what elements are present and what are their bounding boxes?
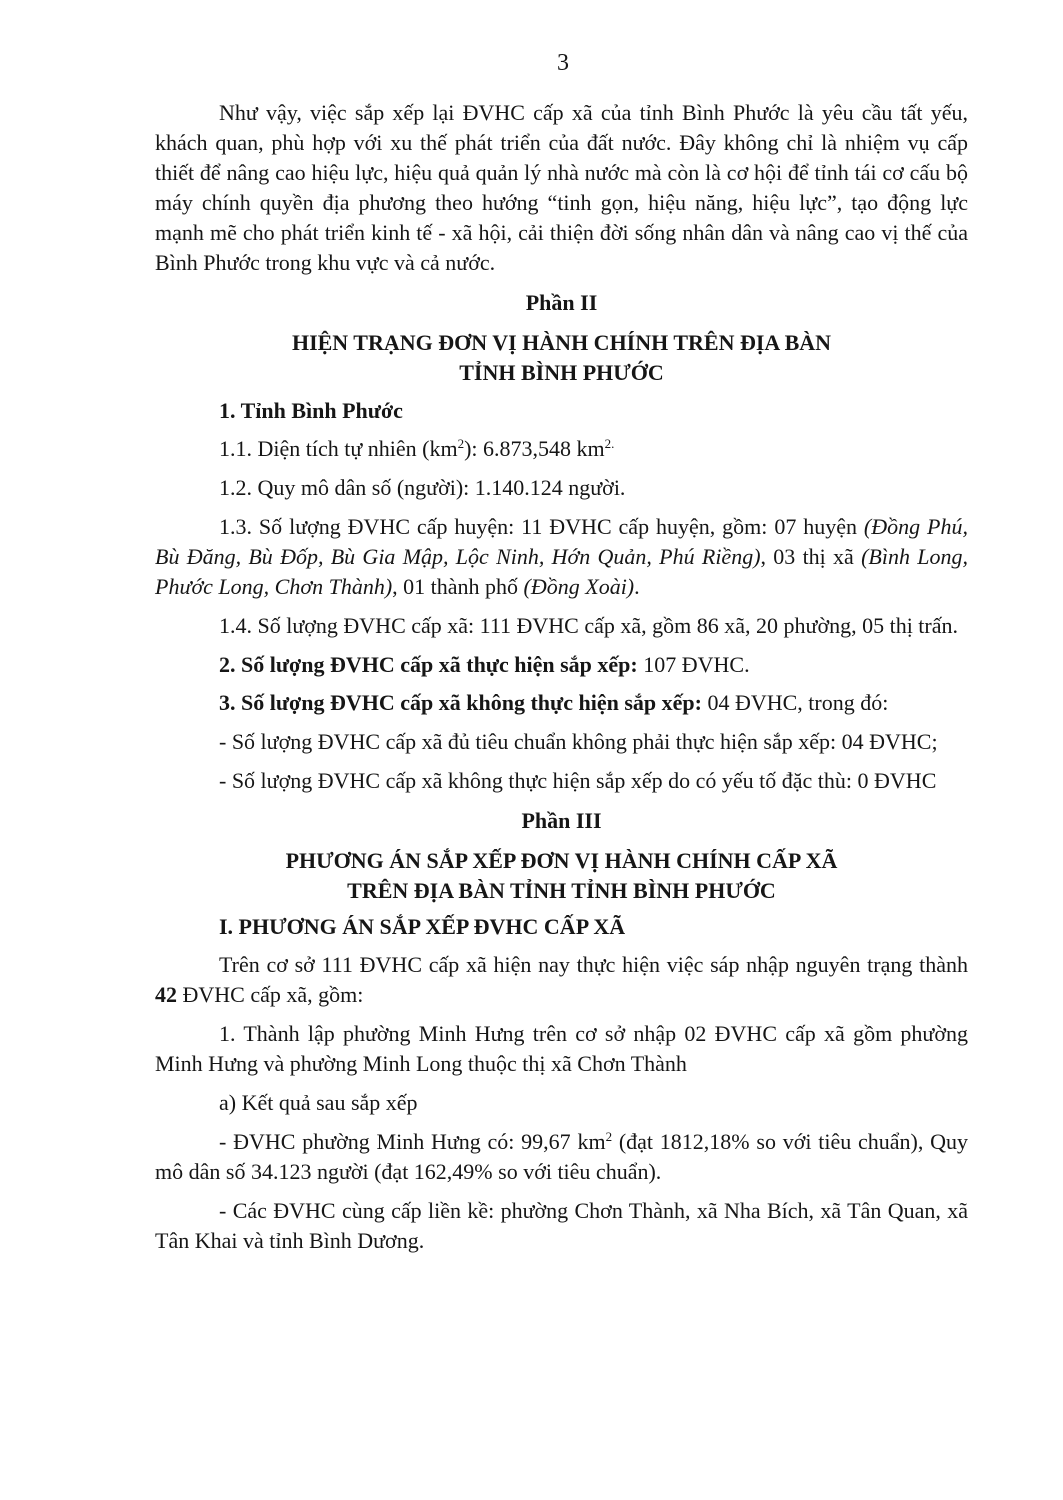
part3-para-3: a) Kết quả sau sắp xếp [219,1090,418,1115]
item-1-4: 1.4. Số lượng ĐVHC cấp xã: 111 ĐVHC cấp xã, gồm 86 xã, 20 phường, 05 thị trấn. [219,613,959,638]
item-1-3 [155,512,968,602]
part3-para-4-rest: (đạt 1812,18% so với tiêu chuẩn), Quy mô dân số 34.123 người (đạt 162,49% so với tiêu chuẩn). [155,1129,968,1184]
bullet-2: - Số lượng ĐVHC cấp xã không thực hiện sắp xếp do có yếu tố đặc thù: 0 ĐVHC [219,768,937,793]
item-1-1 [155,434,968,464]
section-3-line [155,688,968,718]
part3-para-1-end: ĐVHC cấp xã, gồm: [177,982,364,1007]
document-body [155,98,968,1256]
part3-title-line1: PHƯƠNG ÁN SẮP XẾP ĐƠN VỊ HÀNH CHÍNH CẤP XÃ [285,848,838,873]
section-1-heading-text: 1. Tỉnh Bình Phước [219,398,403,423]
part3-section-heading [155,912,968,942]
intro-paragraph: Như vậy, việc sắp xếp lại ĐVHC cấp xã của tỉnh Bình Phước là yêu cầu tất yếu, khách quan, phù hợp với xu thế phát triển của đất nước. Đây không chỉ là nhiệm vụ cấp thiết để nâng cao hiệu lực, hiệu quả quản lý nhà nước mà còn là cơ hội để tỉnh tái cơ cấu bộ máy chính quyền địa phương theo hướng “tinh gọn, hiệu năng, hiệu lực”, tạo động lực mạnh mẽ cho phát triển kinh tế - xã hội, cải thiện đời sống nhân dân và nâng cao vị thế của Bình Phước trong khu vực và cả nước. [155,100,968,275]
part3-para-1-count: 42 [155,982,177,1007]
item-1-2: 1.2. Quy mô dân số (người): 1.140.124 người. [219,475,626,500]
part3-para-4 [155,1127,968,1187]
section-1-heading [155,396,968,426]
part3-para-1 [155,950,968,1010]
item-1-3-districts: (Đồng Phú, Bù Đăng, Bù Đốp, Bù Gia Mập, Lộc Ninh, Hớn Quản, Phú Riềng) [155,514,968,569]
part3-para-4-sup: 2 [605,1129,613,1144]
item-1-1-text: 1.1. Diện tích tự nhiên (km [219,436,458,461]
item-1-1-sup: 2 [457,436,465,451]
part3-title-line2: TRÊN ĐỊA BÀN TỈNH TỈNH BÌNH PHƯỚC [347,878,776,903]
part3-para-2: 1. Thành lập phường Minh Hưng trên cơ sở nhập 02 ĐVHC cấp xã gồm phường Minh Hưng và phường Minh Long thuộc thị xã Chơn Thành [155,1021,968,1076]
part3-para-4-text: - ĐVHC phường Minh Hưng có: 99,67 km [219,1129,606,1154]
part2-title-line2: TỈNH BÌNH PHƯỚC [459,360,664,385]
item-1-3-towns: (Bình Long, Phước Long, Chơn Thành) [155,544,968,599]
item-1-3-city: (Đồng Xoài) [523,574,635,599]
page-number: 3 [557,50,569,76]
part3-section-heading-text: I. PHƯƠNG ÁN SẮP XẾP ĐVHC CẤP XÃ [219,914,626,939]
item-1-1-sup2: 2. [604,436,615,451]
part2-title-line1: HIỆN TRẠNG ĐƠN VỊ HÀNH CHÍNH TRÊN ĐỊA BÀN [291,330,832,355]
part3-para-1-text: Trên cơ sở 111 ĐVHC cấp xã hiện nay thực hiện việc sáp nhập nguyên trạng thành [219,952,968,977]
section-3-heading: 3. Số lượng ĐVHC cấp xã không thực hiện sắp xếp: [219,690,702,715]
bullet-1: - Số lượng ĐVHC cấp xã đủ tiêu chuẩn không phải thực hiện sắp xếp: 04 ĐVHC; [219,729,938,754]
section-2-line [155,650,968,680]
section-2-heading: 2. Số lượng ĐVHC cấp xã thực hiện sắp xếp: [219,652,638,677]
section-3-value: 04 ĐVHC, trong đó: [701,690,889,715]
part3-label: Phần III [521,808,602,833]
item-1-1-value: ): 6.873,548 km [464,436,605,461]
part3-para-5: - Các ĐVHC cùng cấp liền kề: phường Chơn Thành, xã Nha Bích, xã Tân Quan, xã Tân Khai và tỉnh Bình Dương. [155,1198,968,1253]
item-1-3-text-2: , 03 thị xã [760,544,862,569]
item-1-3-text: 1.3. Số lượng ĐVHC cấp huyện: 11 ĐVHC cấp huyện, gồm: 07 huyện [219,514,864,539]
part2-label: Phần II [525,290,598,315]
item-1-3-end: . [634,574,640,599]
item-1-3-text-3: , 01 thành phố [392,574,524,599]
section-2-value: 107 ĐVHC. [637,652,750,677]
